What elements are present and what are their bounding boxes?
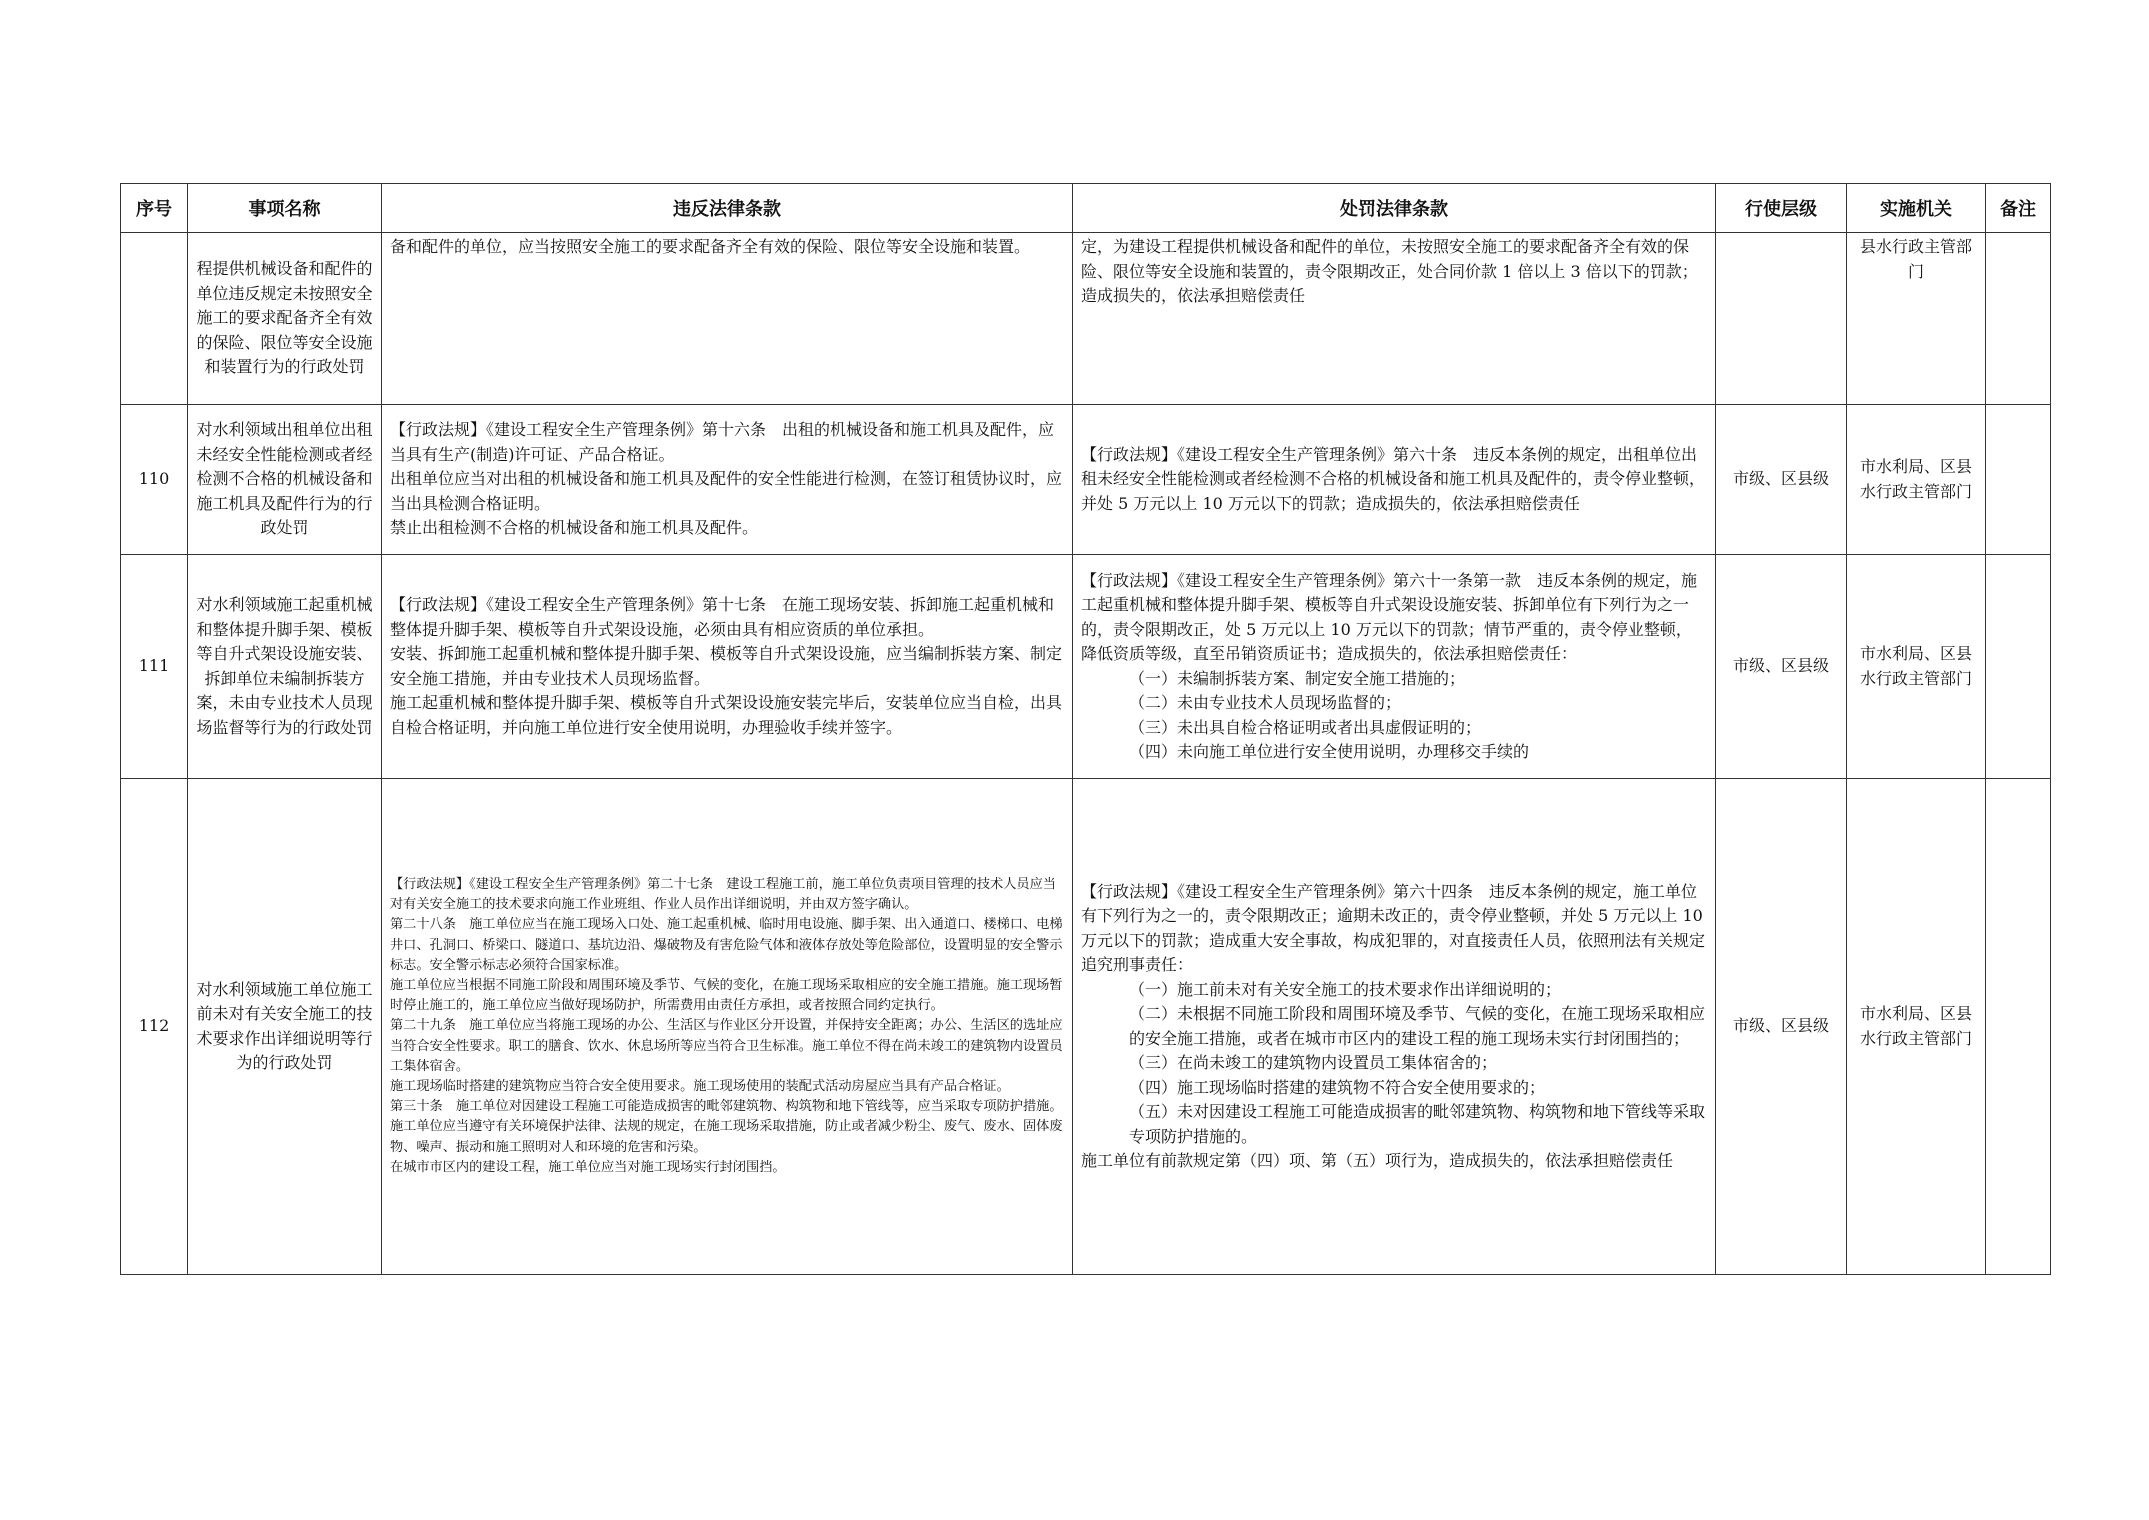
table-row: [121, 405, 2051, 555]
header-note: 备注: [1986, 184, 2051, 233]
header-row: [121, 184, 2051, 233]
penalty-item: （二）未由专业技术人员现场监督的；: [1129, 693, 1402, 712]
row-number: [121, 233, 188, 405]
note: [1986, 555, 2051, 779]
header-item-name: 事项名称: [188, 184, 382, 233]
enforcement-level: 市级、区县级: [1716, 555, 1847, 779]
violation-clause: [382, 779, 1073, 1275]
violation-paragraph: 第二十九条 施工单位应当将施工现场的办公、生活区与作业区分开设置，并保持安全距离；办公、生活区的选址应当符合安全性要求。职工的膳食、饮水、休息场所等应当符合卫生标准。施工单位不得在尚未竣工的建筑物内设置员工集体宿舍。: [390, 1018, 1063, 1074]
violation-paragraph: 在城市市区内的建设工程，施工单位应当对施工现场实行封闭围挡。: [390, 1159, 786, 1175]
violation-paragraph: 施工起重机械和整体提升脚手架、模板等自升式架设设施安装完毕后，安装单位应当自检，出具自检合格证明，并向施工单位进行安全使用说明，办理验收手续并签字。: [390, 693, 1063, 737]
document-page: [120, 183, 2051, 1275]
enforcement-agency: 市水利局、区县水行政主管部门: [1847, 555, 1986, 779]
penalty-item: （三）未出具自检合格证明或者出具虚假证明的；: [1129, 717, 1482, 737]
law-enforcement-table: [120, 183, 2051, 1275]
violation-paragraph: 【行政法规】《建设工程安全生产管理条例》第十七条 在施工现场安装、拆卸施工起重机械和整体提升脚手架、模板等自升式架设设施，必须由具有相应资质的单位承担。: [390, 595, 1055, 639]
penalty-paragraph: 施工单位有前款规定第（四）项、第（五）项行为，造成损失的，依法承担赔偿责任: [1081, 1151, 1674, 1170]
note: [1986, 779, 2051, 1275]
penalty-item: （三）在尚未竣工的建筑物内设置员工集体宿舍的；: [1129, 1053, 1498, 1072]
enforcement-level: 市级、区县级: [1716, 405, 1847, 555]
row-number: 111: [121, 555, 188, 779]
violation-paragraph: 安装、拆卸施工起重机械和整体提升脚手架、模板等自升式架设设施，应当编制拆装方案、制定安全施工措施，并由专业技术人员现场监督。: [390, 644, 1063, 688]
header-no: 序号: [121, 184, 188, 233]
violation-paragraph: 施工单位应当根据不同施工阶段和周围环境及季节、气候的变化，在施工现场采取相应的安全施工措施。施工现场暂时停止施工的，施工单位应当做好现场防护，所需费用由责任方承担，或者按照合同约定执行。: [390, 977, 1063, 1014]
penalty-paragraph: 【行政法规】《建设工程安全生产管理条例》第六十条 违反本条例的规定，出租单位出租未经安全性能检测或者经检测不合格的机械设备和施工机具及配件的，责令停业整顿，并处 5 万元以上 10 万元以下的罚款；造成损失的，依法承担赔偿责任: [1081, 444, 1706, 513]
penalty-paragraph: 定，为建设工程提供机械设备和配件的单位，未按照安全施工的要求配备齐全有效的保险、限位等安全设施和装置的，责令限期改正，处合同价款 1 倍以上 3 倍以下的罚款；造成损失的，依法承担赔偿责任: [1081, 237, 1698, 305]
table-row: [121, 233, 2051, 405]
violation-paragraph: 备和配件的单位，应当按照安全施工的要求配备齐全有效的保险、限位等安全设施和装置。: [390, 237, 1031, 256]
header-level: 行使层级: [1716, 184, 1847, 233]
penalty-item: （一）未编制拆装方案、制定安全施工措施的；: [1129, 668, 1466, 688]
enforcement-agency: 市水利局、区县水行政主管部门: [1847, 779, 1986, 1275]
row-number: 110: [121, 405, 188, 555]
violation-paragraph: 施工现场临时搭建的建筑物应当符合安全使用要求。施工现场使用的装配式活动房屋应当具有产品合格证。: [390, 1079, 1010, 1094]
violation-clause: [382, 233, 1073, 405]
penalty-clause: [1073, 555, 1716, 779]
note: [1986, 405, 2051, 555]
violation-clause: [382, 405, 1073, 555]
violation-paragraph: 第二十八条 施工单位应当在施工现场入口处、施工起重机械、临时用电设施、脚手架、出入通道口、楼梯口、电梯井口、孔洞口、桥梁口、隧道口、基坑边沿、爆破物及有害危险气体和液体存放处等危险部位，设置明显的安全警示标志。安全警示标志必须符合国家标准。: [390, 917, 1063, 973]
penalty-clause: [1073, 779, 1716, 1275]
enforcement-level: [1716, 233, 1847, 405]
item-name: 对水利领域施工单位施工前未对有关安全施工的技术要求作出详细说明等行为的行政处罚: [188, 779, 382, 1275]
violation-paragraph: 禁止出租检测不合格的机械设备和施工机具及配件。: [390, 518, 759, 538]
penalty-item: （四）施工现场临时搭建的建筑物不符合安全使用要求的；: [1129, 1077, 1546, 1097]
penalty-clause: [1073, 233, 1716, 405]
item-name: 对水利领域出租单位出租未经安全性能检测或者经检测不合格的机械设备和施工机具及配件行为的行政处罚: [188, 405, 382, 555]
violation-clause: [382, 555, 1073, 779]
violation-paragraph: 第三十条 施工单位对因建设工程施工可能造成损害的毗邻建筑物、构筑物和地下管线等，应当采取专项防护措施。: [390, 1099, 1063, 1115]
row-number: 112: [121, 779, 188, 1275]
header-violation-clause: 违反法律条款: [382, 184, 1073, 233]
penalty-clause: [1073, 405, 1716, 555]
table-row: [121, 555, 2051, 779]
header-agency: 实施机关: [1847, 184, 1986, 233]
violation-paragraph: 【行政法规】《建设工程安全生产管理条例》第二十七条 建设工程施工前，施工单位负责项目管理的技术人员应当对有关安全施工的技术要求向施工作业班组、作业人员作出详细说明，并由双方签字确认。: [390, 876, 1056, 913]
enforcement-level: 市级、区县级: [1716, 779, 1847, 1275]
violation-paragraph: 施工单位应当遵守有关环境保护法律、法规的规定，在施工现场采取措施，防止或者减少粉尘、废气、废水、固体废物、噪声、振动和施工照明对人和环境的危害和污染。: [390, 1119, 1063, 1155]
enforcement-agency: 县水行政主管部门: [1847, 233, 1986, 405]
penalty-paragraph: 【行政法规】《建设工程安全生产管理条例》第六十一条第一款 违反本条例的规定，施工起重机械和整体提升脚手架、模板等自升式架设设施安装、拆卸单位有下列行为之一的，责令限期改正，处 5 万元以上 10 万元以下的罚款；情节严重的，责令停业整顿，降低资质等级，直至吊销资质证书；造成损失的，依法承担赔偿责任：: [1081, 570, 1698, 663]
violation-paragraph: 出租单位应当对出租的机械设备和施工机具及配件的安全性能进行检测，在签订租赁协议时，应当出具检测合格证明。: [390, 469, 1063, 513]
penalty-item: （二）未根据不同施工阶段和周围环境及季节、气候的变化，在施工现场采取相应的安全施工措施，或者在城市市区内的建设工程的施工现场未实行封闭围挡的；: [1129, 1004, 1706, 1048]
table-row: [121, 779, 2051, 1275]
header-penalty-clause: 处罚法律条款: [1073, 184, 1716, 233]
note: [1986, 233, 2051, 405]
violation-paragraph: 【行政法规】《建设工程安全生产管理条例》第十六条 出租的机械设备和施工机具及配件，应当具有生产(制造)许可证、产品合格证。: [390, 420, 1055, 464]
penalty-item: （五）未对因建设工程施工可能造成损害的毗邻建筑物、构筑物和地下管线等采取专项防护措施的。: [1129, 1102, 1706, 1146]
enforcement-agency: 市水利局、区县水行政主管部门: [1847, 405, 1986, 555]
penalty-item: （四）未向施工单位进行安全使用说明，办理移交手续的: [1129, 742, 1530, 761]
item-name: 程提供机械设备和配件的单位违反规定未按照安全施工的要求配备齐全有效的保险、限位等安全设施和装置行为的行政处罚: [188, 233, 382, 405]
item-name: 对水利领域施工起重机械和整体提升脚手架、模板等自升式架设设施安装、拆卸单位未编制拆装方案，未由专业技术人员现场监督等行为的行政处罚: [188, 555, 382, 779]
penalty-paragraph: 【行政法规】《建设工程安全生产管理条例》第六十四条 违反本条例的规定，施工单位有下列行为之一的，责令限期改正；逾期未改正的，责令停业整顿，并处 5 万元以上 10 万元以下的罚款；造成重大安全事故，构成犯罪的，对直接责任人员，依照刑法有关规定追究刑事责任：: [1081, 881, 1706, 974]
penalty-item: （一）施工前未对有关安全施工的技术要求作出详细说明的；: [1129, 979, 1562, 999]
